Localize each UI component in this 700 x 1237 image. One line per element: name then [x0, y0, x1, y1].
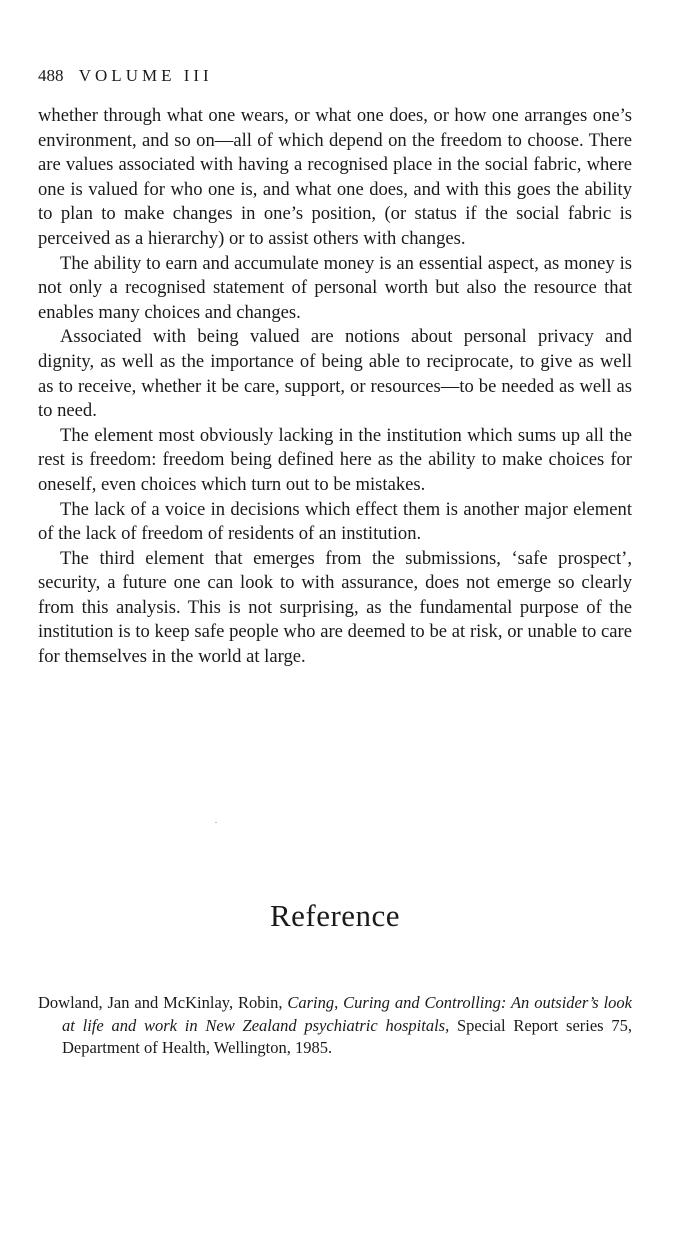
page-number: 488 [38, 66, 64, 85]
paragraph: whether through what one wears, or what one does, or how one arranges one’s environment, and so on—all of which depend on the freedom to choose. There are values associated with having a recognised place in the social fabric, where one is valued for who one is, and what one does, and with this goes the ability to plan to make changes in one’s position, (or status if the social fabric is perceived as a hierarchy) or to assist others with changes. [38, 105, 632, 249]
paragraph: The third element that emerges from the submissions, ‘safe prospect’, security, a future one can look to with assurance, does not emerge so clearly from this analysis. This is not surprising, as the fundamental purpose of the institution is to keep safe people who are deemed to be at risk, or unable to care for themselves in the world at large. [38, 547, 632, 668]
reference-entry [38, 992, 632, 1060]
section-heading: Reference [269, 898, 401, 933]
paragraph: The ability to earn and accumulate money is an essential aspect, as money is not only a recognised statement of personal worth but also the resource that enables many choices and changes. [38, 252, 632, 323]
print-speck [215, 822, 217, 823]
running-head [38, 66, 213, 86]
paragraph: The element most obviously lacking in the institution which sums up all the rest is freedom: freedom being defined here as the ability to make choices for oneself, even choices which turn out to be mistakes. [38, 424, 632, 495]
reference-authors: Dowland, Jan and McKinlay, Robin, [38, 993, 288, 1012]
volume-label: VOLUME III [78, 66, 213, 85]
body-text [38, 104, 632, 670]
reference-title: Caring, Curing and Controlling: An outsider’s look at life and work in New Zealand psychiatric hospitals, [62, 993, 633, 1035]
paragraph: The lack of a voice in decisions which effect them is another major element of the lack of freedom of residents of an institution. [38, 498, 632, 545]
reference-details: Special Report series 75, Department of Health, Wellington, 1985. [62, 1015, 632, 1057]
paragraph: Associated with being valued are notions about personal privacy and dignity, as well as the importance of being able to reciprocate, to give as well as to receive, whether it be care, support, or resources—to be needed as well as to need. [38, 326, 632, 422]
